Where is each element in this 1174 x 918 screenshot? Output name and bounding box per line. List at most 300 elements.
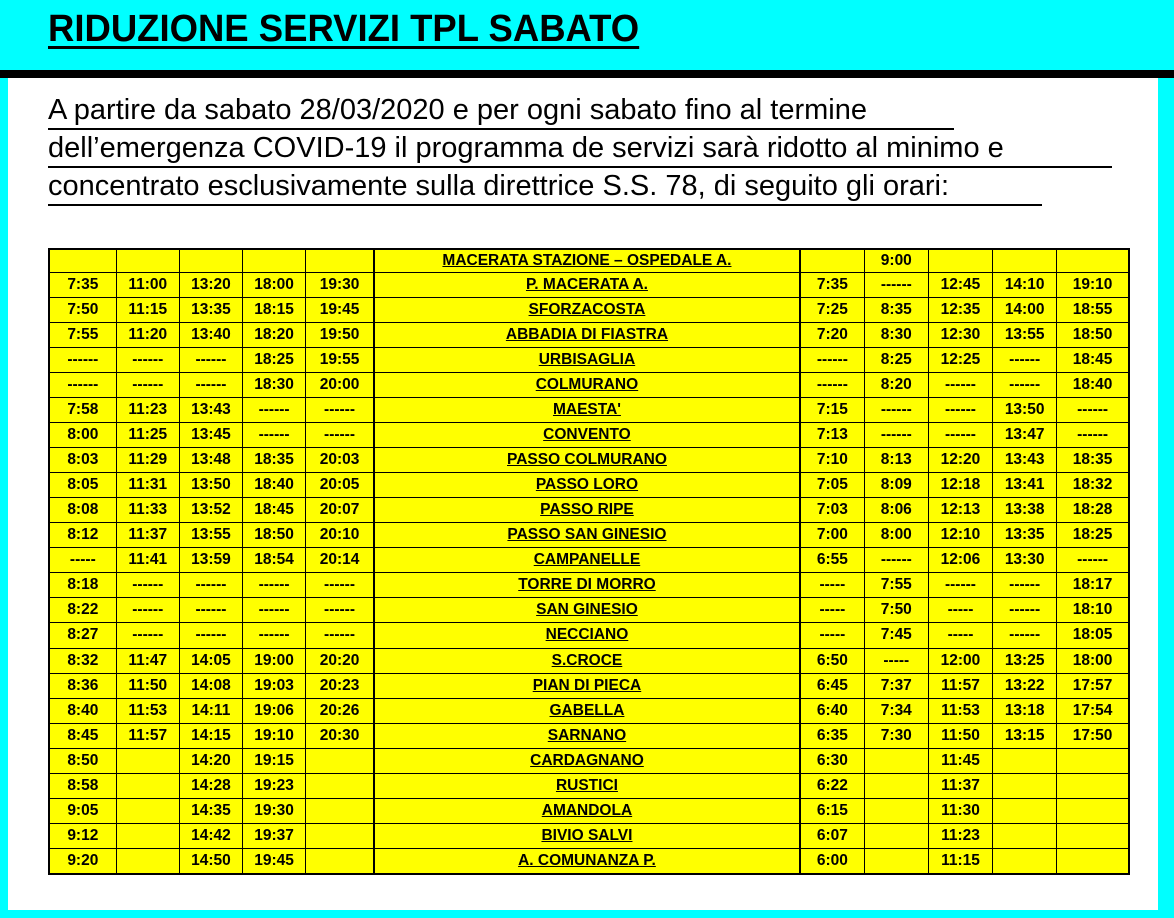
time-cell-outbound	[116, 249, 179, 273]
table-row	[49, 523, 1129, 548]
time-cell-return: ------	[800, 373, 864, 398]
stop-name-cell: PIAN DI PIECA	[374, 673, 800, 698]
time-cell-outbound: ------	[179, 598, 242, 623]
time-cell-outbound: ------	[49, 348, 116, 373]
time-cell-outbound: 7:55	[49, 323, 116, 348]
stop-name-cell: MACERATA STAZIONE – OSPEDALE A.	[374, 249, 800, 273]
time-cell-outbound: 13:43	[179, 398, 242, 423]
time-cell-outbound: 20:20	[306, 648, 374, 673]
time-cell-return: 8:25	[864, 348, 928, 373]
time-cell-return	[1057, 848, 1129, 874]
timetable-body	[49, 249, 1129, 874]
time-cell-return: 7:10	[800, 448, 864, 473]
time-cell-return: 7:37	[864, 673, 928, 698]
time-cell-outbound: 14:11	[179, 698, 242, 723]
time-cell-return: ------	[864, 398, 928, 423]
time-cell-outbound	[306, 848, 374, 874]
table-row	[49, 498, 1129, 523]
time-cell-outbound: ------	[116, 623, 179, 648]
time-cell-outbound: ------	[243, 573, 306, 598]
time-cell-outbound: 18:00	[243, 273, 306, 298]
time-cell-outbound: 18:20	[243, 323, 306, 348]
time-cell-outbound: 13:50	[179, 473, 242, 498]
time-cell-return: 6:30	[800, 748, 864, 773]
time-cell-outbound	[49, 249, 116, 273]
time-cell-outbound: 11:37	[116, 523, 179, 548]
time-cell-return: 11:50	[928, 723, 992, 748]
time-cell-outbound: 8:00	[49, 423, 116, 448]
time-cell-outbound: 19:45	[306, 298, 374, 323]
stop-name-cell: A. COMUNANZA P.	[374, 848, 800, 874]
table-row	[49, 373, 1129, 398]
time-cell-return: 6:55	[800, 548, 864, 573]
time-cell-return: 11:23	[928, 823, 992, 848]
time-cell-return: 18:35	[1057, 448, 1129, 473]
table-row	[49, 798, 1129, 823]
stop-name-cell: CAMPANELLE	[374, 548, 800, 573]
time-cell-return: 12:13	[928, 498, 992, 523]
time-cell-outbound: 20:10	[306, 523, 374, 548]
time-cell-outbound: ------	[306, 398, 374, 423]
time-cell-outbound: 13:55	[179, 523, 242, 548]
time-cell-outbound: 18:25	[243, 348, 306, 373]
time-cell-outbound: 8:32	[49, 648, 116, 673]
stop-name-cell: P. MACERATA A.	[374, 273, 800, 298]
time-cell-outbound: 8:58	[49, 773, 116, 798]
time-cell-return	[1057, 798, 1129, 823]
time-cell-return: -----	[928, 598, 992, 623]
table-row	[49, 273, 1129, 298]
time-cell-outbound: 11:47	[116, 648, 179, 673]
time-cell-return	[864, 748, 928, 773]
time-cell-return	[993, 773, 1057, 798]
time-cell-outbound: 11:20	[116, 323, 179, 348]
time-cell-return: 18:25	[1057, 523, 1129, 548]
stop-name-cell: ABBADIA DI FIASTRA	[374, 323, 800, 348]
time-cell-outbound: ------	[243, 623, 306, 648]
table-row	[49, 573, 1129, 598]
time-cell-return: 18:17	[1057, 573, 1129, 598]
table-row	[49, 698, 1129, 723]
stop-name-cell: SFORZACOSTA	[374, 298, 800, 323]
time-cell-return: 18:05	[1057, 623, 1129, 648]
time-cell-return	[993, 748, 1057, 773]
time-cell-outbound: 19:23	[243, 773, 306, 798]
time-cell-outbound: 18:54	[243, 548, 306, 573]
time-cell-return: 6:07	[800, 823, 864, 848]
time-cell-outbound: ------	[243, 398, 306, 423]
time-cell-return: 18:00	[1057, 648, 1129, 673]
stop-name-cell: GABELLA	[374, 698, 800, 723]
time-cell-outbound: 14:20	[179, 748, 242, 773]
time-cell-outbound: 11:00	[116, 273, 179, 298]
time-cell-return: ------	[928, 398, 992, 423]
time-cell-outbound: ------	[179, 623, 242, 648]
time-cell-outbound: 8:03	[49, 448, 116, 473]
time-cell-return: 7:15	[800, 398, 864, 423]
time-cell-outbound: ------	[306, 623, 374, 648]
time-cell-outbound: 11:57	[116, 723, 179, 748]
stop-name-cell: AMANDOLA	[374, 798, 800, 823]
time-cell-outbound: 18:15	[243, 298, 306, 323]
time-cell-return: ------	[864, 548, 928, 573]
time-cell-outbound: 18:35	[243, 448, 306, 473]
time-cell-return	[928, 249, 992, 273]
time-cell-outbound: 11:23	[116, 398, 179, 423]
time-cell-outbound	[116, 823, 179, 848]
time-cell-outbound: 19:15	[243, 748, 306, 773]
time-cell-return: 9:00	[864, 249, 928, 273]
time-cell-outbound: 20:00	[306, 373, 374, 398]
time-cell-outbound: ------	[116, 598, 179, 623]
stop-name-cell: BIVIO SALVI	[374, 823, 800, 848]
time-cell-return: ------	[993, 598, 1057, 623]
time-cell-outbound: 13:48	[179, 448, 242, 473]
time-cell-return: 11:53	[928, 698, 992, 723]
time-cell-outbound: 20:26	[306, 698, 374, 723]
time-cell-return: ------	[1057, 548, 1129, 573]
time-cell-outbound	[306, 748, 374, 773]
time-cell-outbound: 20:05	[306, 473, 374, 498]
time-cell-outbound: 11:50	[116, 673, 179, 698]
table-row	[49, 298, 1129, 323]
time-cell-return: 8:20	[864, 373, 928, 398]
table-row	[49, 648, 1129, 673]
time-cell-return: 11:37	[928, 773, 992, 798]
intro-line-3: concentrato esclusivamente sulla direttrice S.S. 78, di seguito gli orari:	[48, 168, 1042, 206]
time-cell-outbound	[116, 848, 179, 874]
time-cell-outbound: 20:03	[306, 448, 374, 473]
time-cell-return: 14:10	[993, 273, 1057, 298]
time-cell-return: 11:45	[928, 748, 992, 773]
time-cell-return: 8:06	[864, 498, 928, 523]
time-cell-outbound: 9:05	[49, 798, 116, 823]
time-cell-return: ------	[993, 373, 1057, 398]
time-cell-return: 11:15	[928, 848, 992, 874]
table-row	[49, 348, 1129, 373]
time-cell-outbound: ------	[49, 373, 116, 398]
stop-name-cell: NECCIANO	[374, 623, 800, 648]
time-cell-return: -----	[800, 623, 864, 648]
time-cell-outbound: 13:40	[179, 323, 242, 348]
time-cell-return: ------	[993, 623, 1057, 648]
time-cell-return: 18:28	[1057, 498, 1129, 523]
time-cell-return: ------	[928, 573, 992, 598]
time-cell-outbound: 20:23	[306, 673, 374, 698]
time-cell-outbound: ------	[179, 573, 242, 598]
time-cell-outbound: 8:27	[49, 623, 116, 648]
time-cell-return: 7:50	[864, 598, 928, 623]
time-cell-outbound: 20:07	[306, 498, 374, 523]
page-title: RIDUZIONE SERVIZI TPL SABATO	[48, 8, 640, 50]
time-cell-return	[1057, 249, 1129, 273]
time-cell-return: 17:50	[1057, 723, 1129, 748]
time-cell-return: 13:22	[993, 673, 1057, 698]
time-cell-return: 19:10	[1057, 273, 1129, 298]
time-cell-outbound	[243, 249, 306, 273]
time-cell-outbound: 19:55	[306, 348, 374, 373]
time-cell-return: 18:32	[1057, 473, 1129, 498]
intro-line-1: A partire da sabato 28/03/2020 e per ogni sabato fino al termine	[48, 92, 954, 130]
time-cell-return: 17:54	[1057, 698, 1129, 723]
time-cell-return: 13:25	[993, 648, 1057, 673]
time-cell-return	[864, 823, 928, 848]
time-cell-outbound: 14:08	[179, 673, 242, 698]
time-cell-outbound: 19:50	[306, 323, 374, 348]
time-cell-return: -----	[800, 598, 864, 623]
table-row	[49, 548, 1129, 573]
table-row	[49, 848, 1129, 874]
time-cell-return: 7:55	[864, 573, 928, 598]
time-cell-outbound: -----	[49, 548, 116, 573]
table-row	[49, 673, 1129, 698]
time-cell-return	[1057, 773, 1129, 798]
time-cell-outbound: 8:22	[49, 598, 116, 623]
time-cell-outbound: 19:30	[306, 273, 374, 298]
time-cell-return: 13:50	[993, 398, 1057, 423]
time-cell-outbound: 8:18	[49, 573, 116, 598]
stop-name-cell: SARNANO	[374, 723, 800, 748]
time-cell-return: 7:34	[864, 698, 928, 723]
time-cell-outbound: 19:00	[243, 648, 306, 673]
time-cell-return: ------	[928, 423, 992, 448]
time-cell-return: 6:00	[800, 848, 864, 874]
time-cell-return: 7:05	[800, 473, 864, 498]
time-cell-outbound: 8:40	[49, 698, 116, 723]
time-cell-return	[993, 249, 1057, 273]
time-cell-return: 8:35	[864, 298, 928, 323]
time-cell-return: 18:55	[1057, 298, 1129, 323]
time-cell-return: 8:13	[864, 448, 928, 473]
time-cell-return: 6:15	[800, 798, 864, 823]
time-cell-return	[1057, 823, 1129, 848]
time-cell-outbound	[116, 798, 179, 823]
time-cell-outbound: 19:30	[243, 798, 306, 823]
time-cell-return: 13:41	[993, 473, 1057, 498]
time-cell-outbound: 19:03	[243, 673, 306, 698]
time-cell-outbound: ------	[306, 573, 374, 598]
time-cell-outbound: 13:45	[179, 423, 242, 448]
stop-name-cell: CONVENTO	[374, 423, 800, 448]
time-cell-return: 7:30	[864, 723, 928, 748]
stop-name-cell: RUSTICI	[374, 773, 800, 798]
time-cell-return: 11:57	[928, 673, 992, 698]
time-cell-outbound: ------	[306, 423, 374, 448]
time-cell-outbound: 13:35	[179, 298, 242, 323]
time-cell-return: 12:45	[928, 273, 992, 298]
time-cell-return: 7:13	[800, 423, 864, 448]
table-row	[49, 473, 1129, 498]
timetable	[48, 248, 1130, 875]
time-cell-return: 6:22	[800, 773, 864, 798]
time-cell-outbound: 11:15	[116, 298, 179, 323]
time-cell-return: -----	[864, 648, 928, 673]
time-cell-return: -----	[928, 623, 992, 648]
time-cell-outbound: 14:35	[179, 798, 242, 823]
time-cell-return: 17:57	[1057, 673, 1129, 698]
time-cell-return: 6:35	[800, 723, 864, 748]
time-cell-outbound	[116, 748, 179, 773]
time-cell-outbound: 18:45	[243, 498, 306, 523]
time-cell-outbound: 19:45	[243, 848, 306, 874]
stop-name-cell: PASSO RIPE	[374, 498, 800, 523]
time-cell-return: 8:09	[864, 473, 928, 498]
time-cell-return: 12:20	[928, 448, 992, 473]
time-cell-return: -----	[800, 573, 864, 598]
time-cell-outbound	[179, 249, 242, 273]
time-cell-outbound: 11:25	[116, 423, 179, 448]
time-cell-return: 12:35	[928, 298, 992, 323]
time-cell-return: 13:15	[993, 723, 1057, 748]
table-row	[49, 448, 1129, 473]
stop-name-cell: SAN GINESIO	[374, 598, 800, 623]
time-cell-outbound	[306, 773, 374, 798]
table-row	[49, 723, 1129, 748]
time-cell-return	[993, 848, 1057, 874]
stop-name-cell: URBISAGLIA	[374, 348, 800, 373]
time-cell-return: ------	[1057, 398, 1129, 423]
time-cell-outbound: 8:50	[49, 748, 116, 773]
time-cell-return: 12:00	[928, 648, 992, 673]
stop-name-cell: PASSO SAN GINESIO	[374, 523, 800, 548]
time-cell-return: ------	[864, 423, 928, 448]
time-cell-outbound: 13:52	[179, 498, 242, 523]
time-cell-return: 11:30	[928, 798, 992, 823]
time-cell-outbound: 8:45	[49, 723, 116, 748]
time-cell-return: 7:25	[800, 298, 864, 323]
time-cell-return	[993, 823, 1057, 848]
time-cell-return: 7:03	[800, 498, 864, 523]
time-cell-return	[864, 798, 928, 823]
time-cell-outbound: 8:08	[49, 498, 116, 523]
time-cell-return: 12:25	[928, 348, 992, 373]
time-cell-return: ------	[993, 348, 1057, 373]
time-cell-outbound: 9:20	[49, 848, 116, 874]
time-cell-outbound: 20:14	[306, 548, 374, 573]
time-cell-outbound: 7:50	[49, 298, 116, 323]
time-cell-return: ------	[864, 273, 928, 298]
time-cell-outbound: 11:53	[116, 698, 179, 723]
time-cell-return: 7:00	[800, 523, 864, 548]
time-cell-return: 6:50	[800, 648, 864, 673]
time-cell-outbound: 14:28	[179, 773, 242, 798]
time-cell-return: 7:45	[864, 623, 928, 648]
time-cell-return: 18:40	[1057, 373, 1129, 398]
time-cell-return: ------	[1057, 423, 1129, 448]
table-row	[49, 323, 1129, 348]
time-cell-outbound: 7:58	[49, 398, 116, 423]
table-row	[49, 748, 1129, 773]
time-cell-outbound: 8:05	[49, 473, 116, 498]
time-cell-return: 13:38	[993, 498, 1057, 523]
time-cell-return: 7:35	[800, 273, 864, 298]
time-cell-outbound: 9:12	[49, 823, 116, 848]
time-cell-outbound: ------	[116, 373, 179, 398]
time-cell-outbound	[306, 823, 374, 848]
time-cell-return: 12:10	[928, 523, 992, 548]
intro-line-2: dell’emergenza COVID-19 il programma de servizi sarà ridotto al minimo e	[48, 130, 1112, 168]
stop-name-cell: MAESTA'	[374, 398, 800, 423]
stop-name-cell: COLMURANO	[374, 373, 800, 398]
time-cell-outbound: 14:42	[179, 823, 242, 848]
time-cell-outbound: 14:15	[179, 723, 242, 748]
table-row	[49, 423, 1129, 448]
time-cell-return: 12:30	[928, 323, 992, 348]
time-cell-outbound: 11:41	[116, 548, 179, 573]
time-cell-return: 6:40	[800, 698, 864, 723]
time-cell-return: 6:45	[800, 673, 864, 698]
header-divider	[0, 70, 1174, 78]
table-row	[49, 823, 1129, 848]
time-cell-outbound: 8:36	[49, 673, 116, 698]
table-row	[49, 598, 1129, 623]
time-cell-return	[993, 798, 1057, 823]
intro-text	[48, 92, 1112, 206]
stop-name-cell: PASSO LORO	[374, 473, 800, 498]
time-cell-return	[864, 848, 928, 874]
table-row	[49, 623, 1129, 648]
table-row	[49, 398, 1129, 423]
time-cell-outbound	[116, 773, 179, 798]
time-cell-return: 8:30	[864, 323, 928, 348]
time-cell-outbound: 7:35	[49, 273, 116, 298]
time-cell-outbound: 11:31	[116, 473, 179, 498]
time-cell-return: ------	[993, 573, 1057, 598]
time-cell-outbound: 18:30	[243, 373, 306, 398]
time-cell-outbound: ------	[116, 573, 179, 598]
time-cell-return: 13:55	[993, 323, 1057, 348]
time-cell-outbound: ------	[179, 373, 242, 398]
time-cell-outbound	[306, 798, 374, 823]
time-cell-return: 13:43	[993, 448, 1057, 473]
time-cell-outbound: 19:06	[243, 698, 306, 723]
stop-name-cell: CARDAGNANO	[374, 748, 800, 773]
time-cell-outbound: ------	[116, 348, 179, 373]
time-cell-outbound: ------	[243, 423, 306, 448]
stop-name-cell: TORRE DI MORRO	[374, 573, 800, 598]
time-cell-outbound: 8:12	[49, 523, 116, 548]
table-row	[49, 249, 1129, 273]
time-cell-outbound: 20:30	[306, 723, 374, 748]
time-cell-return: 8:00	[864, 523, 928, 548]
time-cell-outbound: ------	[243, 598, 306, 623]
time-cell-return: 13:18	[993, 698, 1057, 723]
time-cell-return: 13:47	[993, 423, 1057, 448]
stop-name-cell: S.CROCE	[374, 648, 800, 673]
time-cell-outbound: 18:50	[243, 523, 306, 548]
time-cell-return	[1057, 748, 1129, 773]
time-cell-outbound: 19:10	[243, 723, 306, 748]
time-cell-outbound: 19:37	[243, 823, 306, 848]
time-cell-outbound	[306, 249, 374, 273]
time-cell-return: ------	[928, 373, 992, 398]
time-cell-outbound: ------	[179, 348, 242, 373]
time-cell-outbound: 13:59	[179, 548, 242, 573]
table-row	[49, 773, 1129, 798]
time-cell-return: 12:06	[928, 548, 992, 573]
time-cell-return: 12:18	[928, 473, 992, 498]
time-cell-outbound: 11:33	[116, 498, 179, 523]
time-cell-return: 18:45	[1057, 348, 1129, 373]
time-cell-outbound: ------	[306, 598, 374, 623]
time-cell-outbound: 14:05	[179, 648, 242, 673]
time-cell-outbound: 18:40	[243, 473, 306, 498]
time-cell-outbound: 11:29	[116, 448, 179, 473]
time-cell-return: 7:20	[800, 323, 864, 348]
time-cell-outbound: 13:20	[179, 273, 242, 298]
time-cell-return: 18:50	[1057, 323, 1129, 348]
time-cell-outbound: 14:50	[179, 848, 242, 874]
